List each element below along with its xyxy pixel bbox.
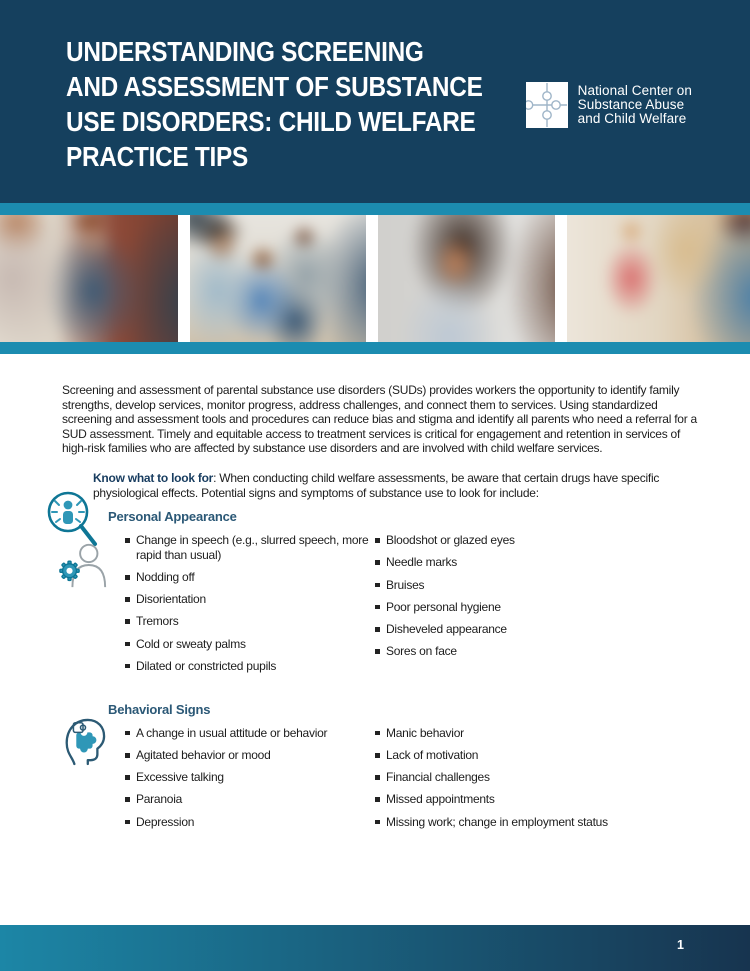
body-content [0, 354, 750, 837]
title-line-3: USE DISORDERS: CHILD WELFARE [66, 106, 476, 137]
list-item: Change in speech (e.g., slurred speech, more rapid than usual) [125, 533, 375, 562]
list-item: Depression [125, 815, 375, 830]
list-item: Missing work; change in employment status [375, 815, 633, 830]
know-lead-label: Know what to look for [93, 470, 214, 485]
photo-family-couch [190, 215, 366, 342]
list-item: Nodding off [125, 570, 375, 585]
list-item: Disheveled appearance [375, 622, 633, 637]
list-item: Needle marks [375, 555, 633, 570]
list-item: Poor personal hygiene [375, 600, 633, 615]
header-banner [0, 0, 750, 203]
head-puzzle-icon [60, 716, 106, 771]
list-item: Tremors [125, 614, 375, 629]
list-item: Bruises [375, 578, 633, 593]
photo-band [0, 203, 750, 354]
photo-woman-session [378, 215, 555, 342]
list-item: Cold or sweaty palms [125, 637, 375, 652]
intro-paragraph: Screening and assessment of parental substance use disorders (SUDs) provides workers the opportunity to identify family strengths, develop services, monitor progress, address challenges, and connect them to services. Using standardized screening and assessment tools and procedures can reduce bias and stigma and identify all parents who need a referral for a SUD assessment. Timely and equitable access to treatment services is critical for engagement and retention in services of high-risk families who are affected by substance use disorders and are involved with child welfare services. [62, 383, 697, 456]
behavioral-signs-list-left [125, 726, 375, 837]
page-title [66, 34, 545, 174]
section-behavioral-signs [0, 702, 750, 837]
list-item: Sores on face [375, 644, 633, 659]
ncsacw-logo [526, 82, 692, 128]
title-line-2: AND ASSESSMENT OF SUBSTANCE [66, 71, 483, 102]
photo-gap [555, 215, 567, 342]
photo-mother-baby [567, 215, 750, 342]
photo-counseling-couple [0, 215, 178, 342]
personal-appearance-heading: Personal Appearance [108, 509, 237, 525]
logo-line-2: Substance Abuse [577, 97, 685, 112]
list-item: A change in usual attitude or behavior [125, 726, 375, 741]
photo-gap [366, 215, 378, 342]
logo-line-3: and Child Welfare [577, 111, 687, 126]
section-personal-appearance [0, 509, 750, 681]
list-item: Bloodshot or glazed eyes [375, 533, 633, 548]
list-item: Paranoia [125, 792, 375, 807]
list-item: Dilated or constricted pupils [125, 659, 375, 674]
know-what-to-look-for-text [93, 471, 705, 500]
page-number: 1 [677, 938, 684, 952]
list-item: Agitated behavior or mood [125, 748, 375, 763]
list-item: Manic behavior [375, 726, 633, 741]
photo-strip [0, 215, 750, 342]
title-line-4: PRACTICE TIPS [66, 141, 249, 172]
behavioral-signs-list-right [375, 726, 633, 837]
logo-line-1: National Center on [577, 83, 692, 98]
list-item: Disorientation [125, 592, 375, 607]
know-rest-text: : When conducting child welfare assessments, be aware that certain drugs have specific physiological effects. Potential signs and symptoms of substance use to look for include: [93, 470, 660, 500]
personal-appearance-list-right [375, 533, 633, 681]
person-gear-icon [57, 540, 109, 595]
footer-bar [0, 925, 750, 971]
personal-appearance-list-left [125, 533, 375, 681]
photo-gap [178, 215, 190, 342]
list-item: Financial challenges [375, 770, 633, 785]
logo-org-name [578, 84, 692, 126]
behavioral-signs-heading: Behavioral Signs [108, 701, 211, 717]
list-item: Lack of motivation [375, 748, 633, 763]
title-line-1: UNDERSTANDING SCREENING [66, 36, 424, 67]
puzzle-logo-icon [526, 82, 568, 128]
list-item: Missed appointments [375, 792, 633, 807]
list-item: Excessive talking [125, 770, 375, 785]
